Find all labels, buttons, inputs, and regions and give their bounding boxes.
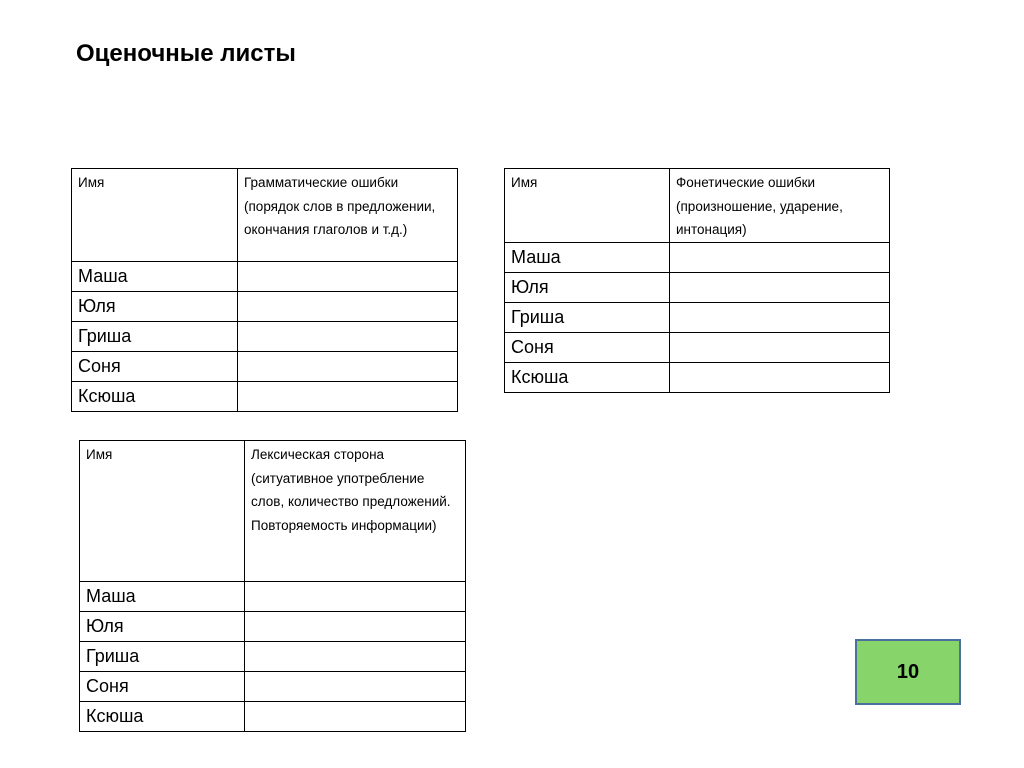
table-row — [505, 302, 890, 332]
lexical-criterion-header: Лексическая сторона (ситуативное употребление слов, количество предложений. Повторяемость информации) — [245, 441, 466, 582]
student-name: Юля — [72, 292, 238, 322]
score-cell[interactable] — [670, 242, 890, 272]
name-column-header: Имя — [80, 441, 245, 582]
student-name: Соня — [72, 352, 238, 382]
student-name: Юля — [80, 612, 245, 642]
score-cell[interactable] — [670, 272, 890, 302]
student-name: Соня — [505, 332, 670, 362]
table-row — [72, 292, 458, 322]
student-name: Маша — [505, 242, 670, 272]
score-cell[interactable] — [245, 672, 466, 702]
name-column-header: Имя — [72, 169, 238, 262]
table-row — [505, 242, 890, 272]
student-name: Гриша — [80, 642, 245, 672]
student-name: Соня — [80, 672, 245, 702]
grammar-evaluation-table — [71, 168, 458, 412]
student-name: Гриша — [505, 302, 670, 332]
table-row — [505, 362, 890, 392]
score-cell[interactable] — [245, 702, 466, 732]
score-cell[interactable] — [238, 292, 458, 322]
score-cell[interactable] — [238, 322, 458, 352]
table-row — [72, 382, 458, 412]
table-row — [505, 272, 890, 302]
table-header-row — [80, 441, 466, 582]
lexical-evaluation-table — [79, 440, 466, 732]
name-column-header: Имя — [505, 169, 670, 243]
student-name: Ксюша — [72, 382, 238, 412]
phonetic-evaluation-table — [504, 168, 890, 393]
student-name: Маша — [72, 262, 238, 292]
score-cell[interactable] — [245, 612, 466, 642]
student-name: Ксюша — [505, 362, 670, 392]
score-cell[interactable] — [238, 262, 458, 292]
score-cell[interactable] — [670, 332, 890, 362]
table-row — [80, 672, 466, 702]
score-cell[interactable] — [670, 362, 890, 392]
table-header-row — [505, 169, 890, 243]
table-row — [72, 322, 458, 352]
score-cell[interactable] — [670, 302, 890, 332]
student-name: Маша — [80, 582, 245, 612]
table-row — [72, 262, 458, 292]
score-cell[interactable] — [238, 382, 458, 412]
student-name: Гриша — [72, 322, 238, 352]
table-row — [80, 582, 466, 612]
student-name: Ксюша — [80, 702, 245, 732]
phonetic-criterion-header: Фонетические ошибки (произношение, ударение, интонация) — [670, 169, 890, 243]
table-row — [505, 332, 890, 362]
table-row — [72, 352, 458, 382]
student-name: Юля — [505, 272, 670, 302]
page-title: Оценочные листы — [76, 40, 296, 67]
score-cell[interactable] — [245, 582, 466, 612]
table-row — [80, 702, 466, 732]
table-row — [80, 642, 466, 672]
score-cell[interactable] — [238, 352, 458, 382]
page-number-badge: 10 — [855, 639, 961, 705]
table-header-row — [72, 169, 458, 262]
grammar-criterion-header: Грамматические ошибки (порядок слов в предложении, окончания глаголов и т.д.) — [238, 169, 458, 262]
table-row — [80, 612, 466, 642]
score-cell[interactable] — [245, 642, 466, 672]
